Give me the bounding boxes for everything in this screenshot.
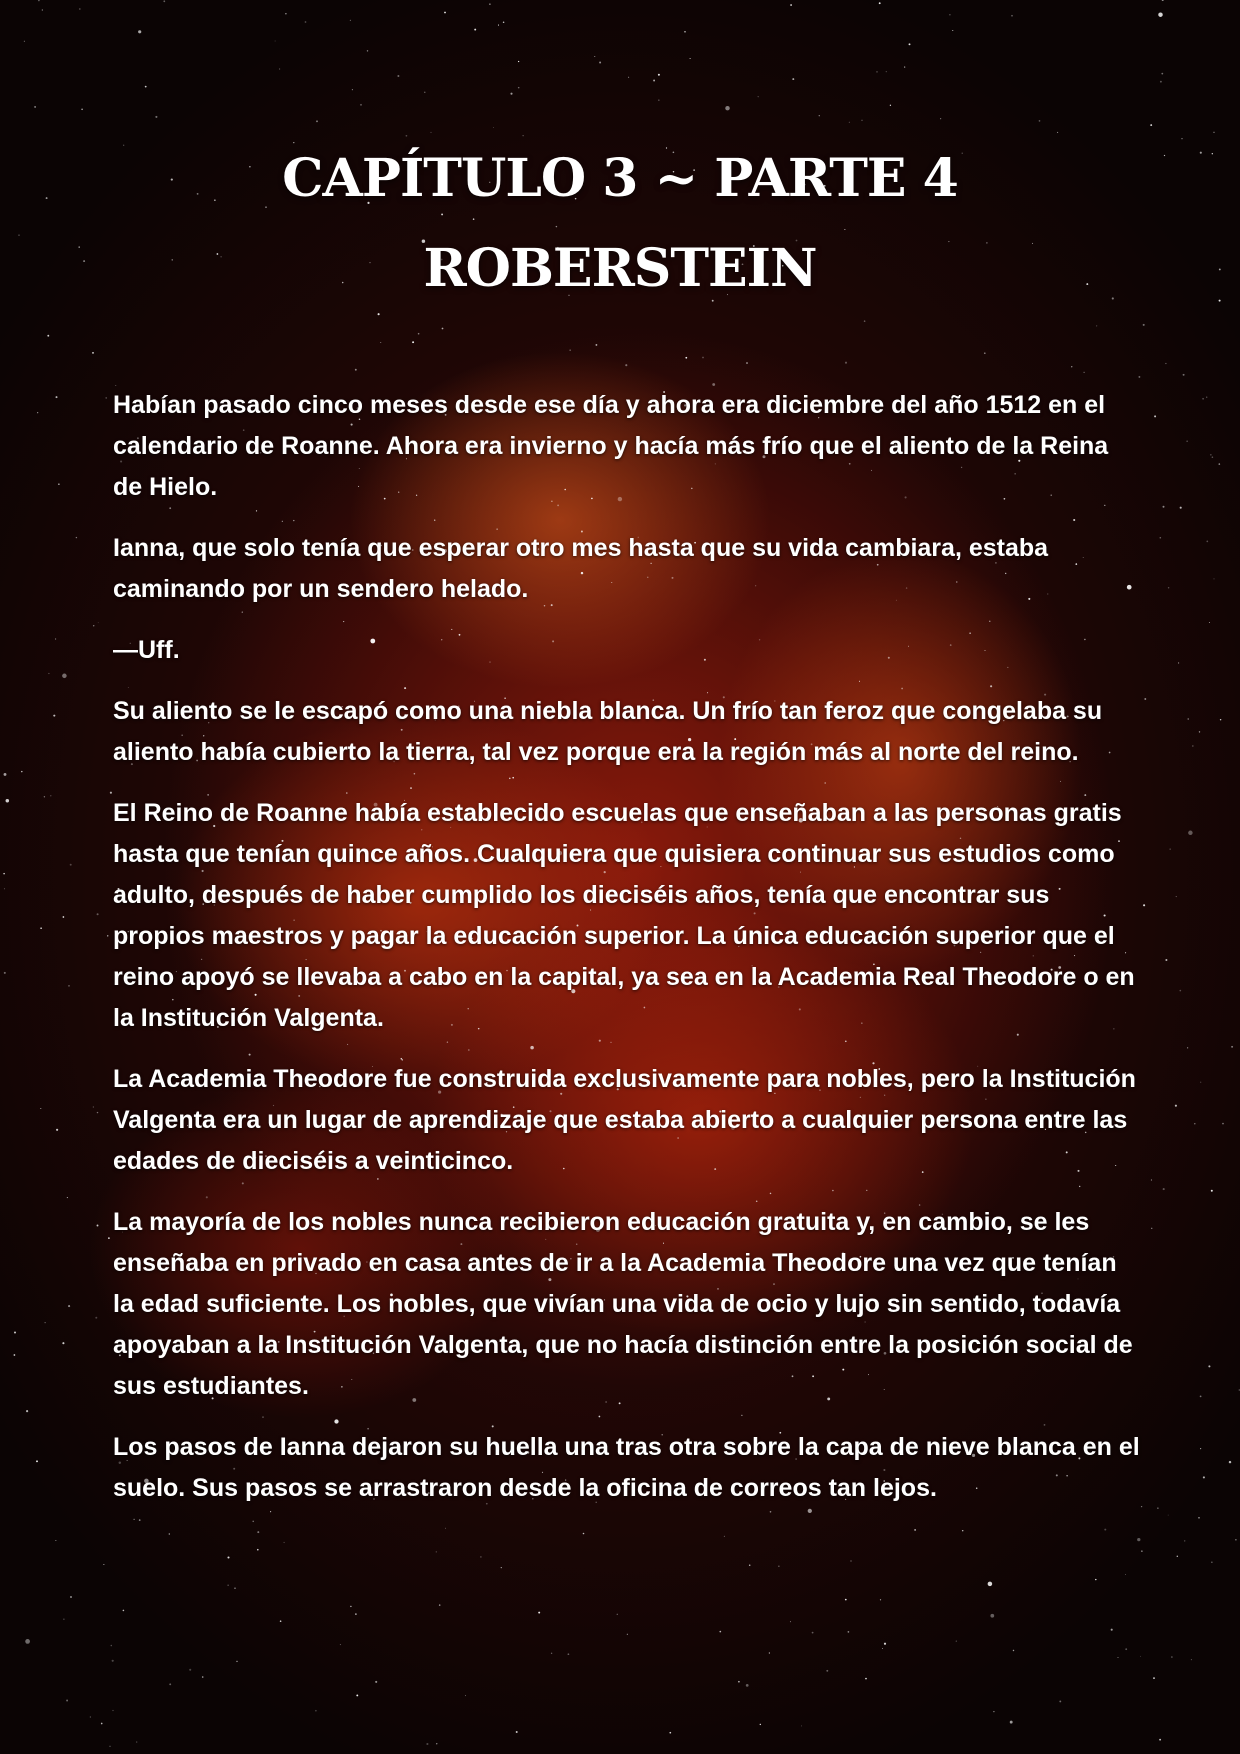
paragraph: Los pasos de Ianna dejaron su huella una tras otra sobre la capa de nieve blanca en el suelo. Sus pasos se arrastraron desde la oficina de correos tan lejos. xyxy=(113,1433,1140,1502)
chapter-title: CAPÍTULO 3 ~ PARTE 4 xyxy=(282,148,958,209)
chapter-subtitle: ROBERSTEIN xyxy=(423,238,817,299)
paragraph: Ianna, que solo tenía que esperar otro mes hasta que su vida cambiara, estaba caminando por un sendero helado. xyxy=(113,534,1049,603)
paragraph: El Reino de Roanne había establecido escuelas que enseñaban a las personas gratis hasta que tenían quince años. Cualquiera que quisiera continuar sus estudios como adulto, después de haber cumplido los dieciséis años, tenía que encontrar sus propios maestros y pagar la educación superior. La única educación superior que el reino apoyó se llevaba a cabo en la capital, ya sea en la Academia Real Theodore o en la Institución Valgenta. xyxy=(113,799,1135,1032)
paragraph: —Uff. xyxy=(113,636,180,664)
paragraph: Habían pasado cinco meses desde ese día y ahora era diciembre del año 1512 en el calendario de Roanne. Ahora era invierno y hacía más frío que el aliento de la Reina de Hielo. xyxy=(113,391,1109,501)
paragraph: La mayoría de los nobles nunca recibieron educación gratuita y, en cambio, se les enseñaba en privado en casa antes de ir a la Academia Theodore una vez que tenían la edad suficiente. Los nobles, que vivían una vida de ocio y lujo sin sentido, todavía apoyaban a la Institución Valgenta, que no hacía distinción entre la posición social de sus estudiantes. xyxy=(113,1208,1133,1400)
paragraph: La Academia Theodore fue construida exclusivamente para nobles, pero la Institución Valgenta era un lugar de aprendizaje que estaba abierto a cualquier persona entre las edades de dieciséis a veinticinco. xyxy=(113,1065,1136,1175)
chapter-body xyxy=(113,385,1143,1529)
paragraph: Su aliento se le escapó como una niebla blanca. Un frío tan feroz que congelaba su aliento había cubierto la tierra, tal vez porque era la región más al norte del reino. xyxy=(113,697,1103,766)
